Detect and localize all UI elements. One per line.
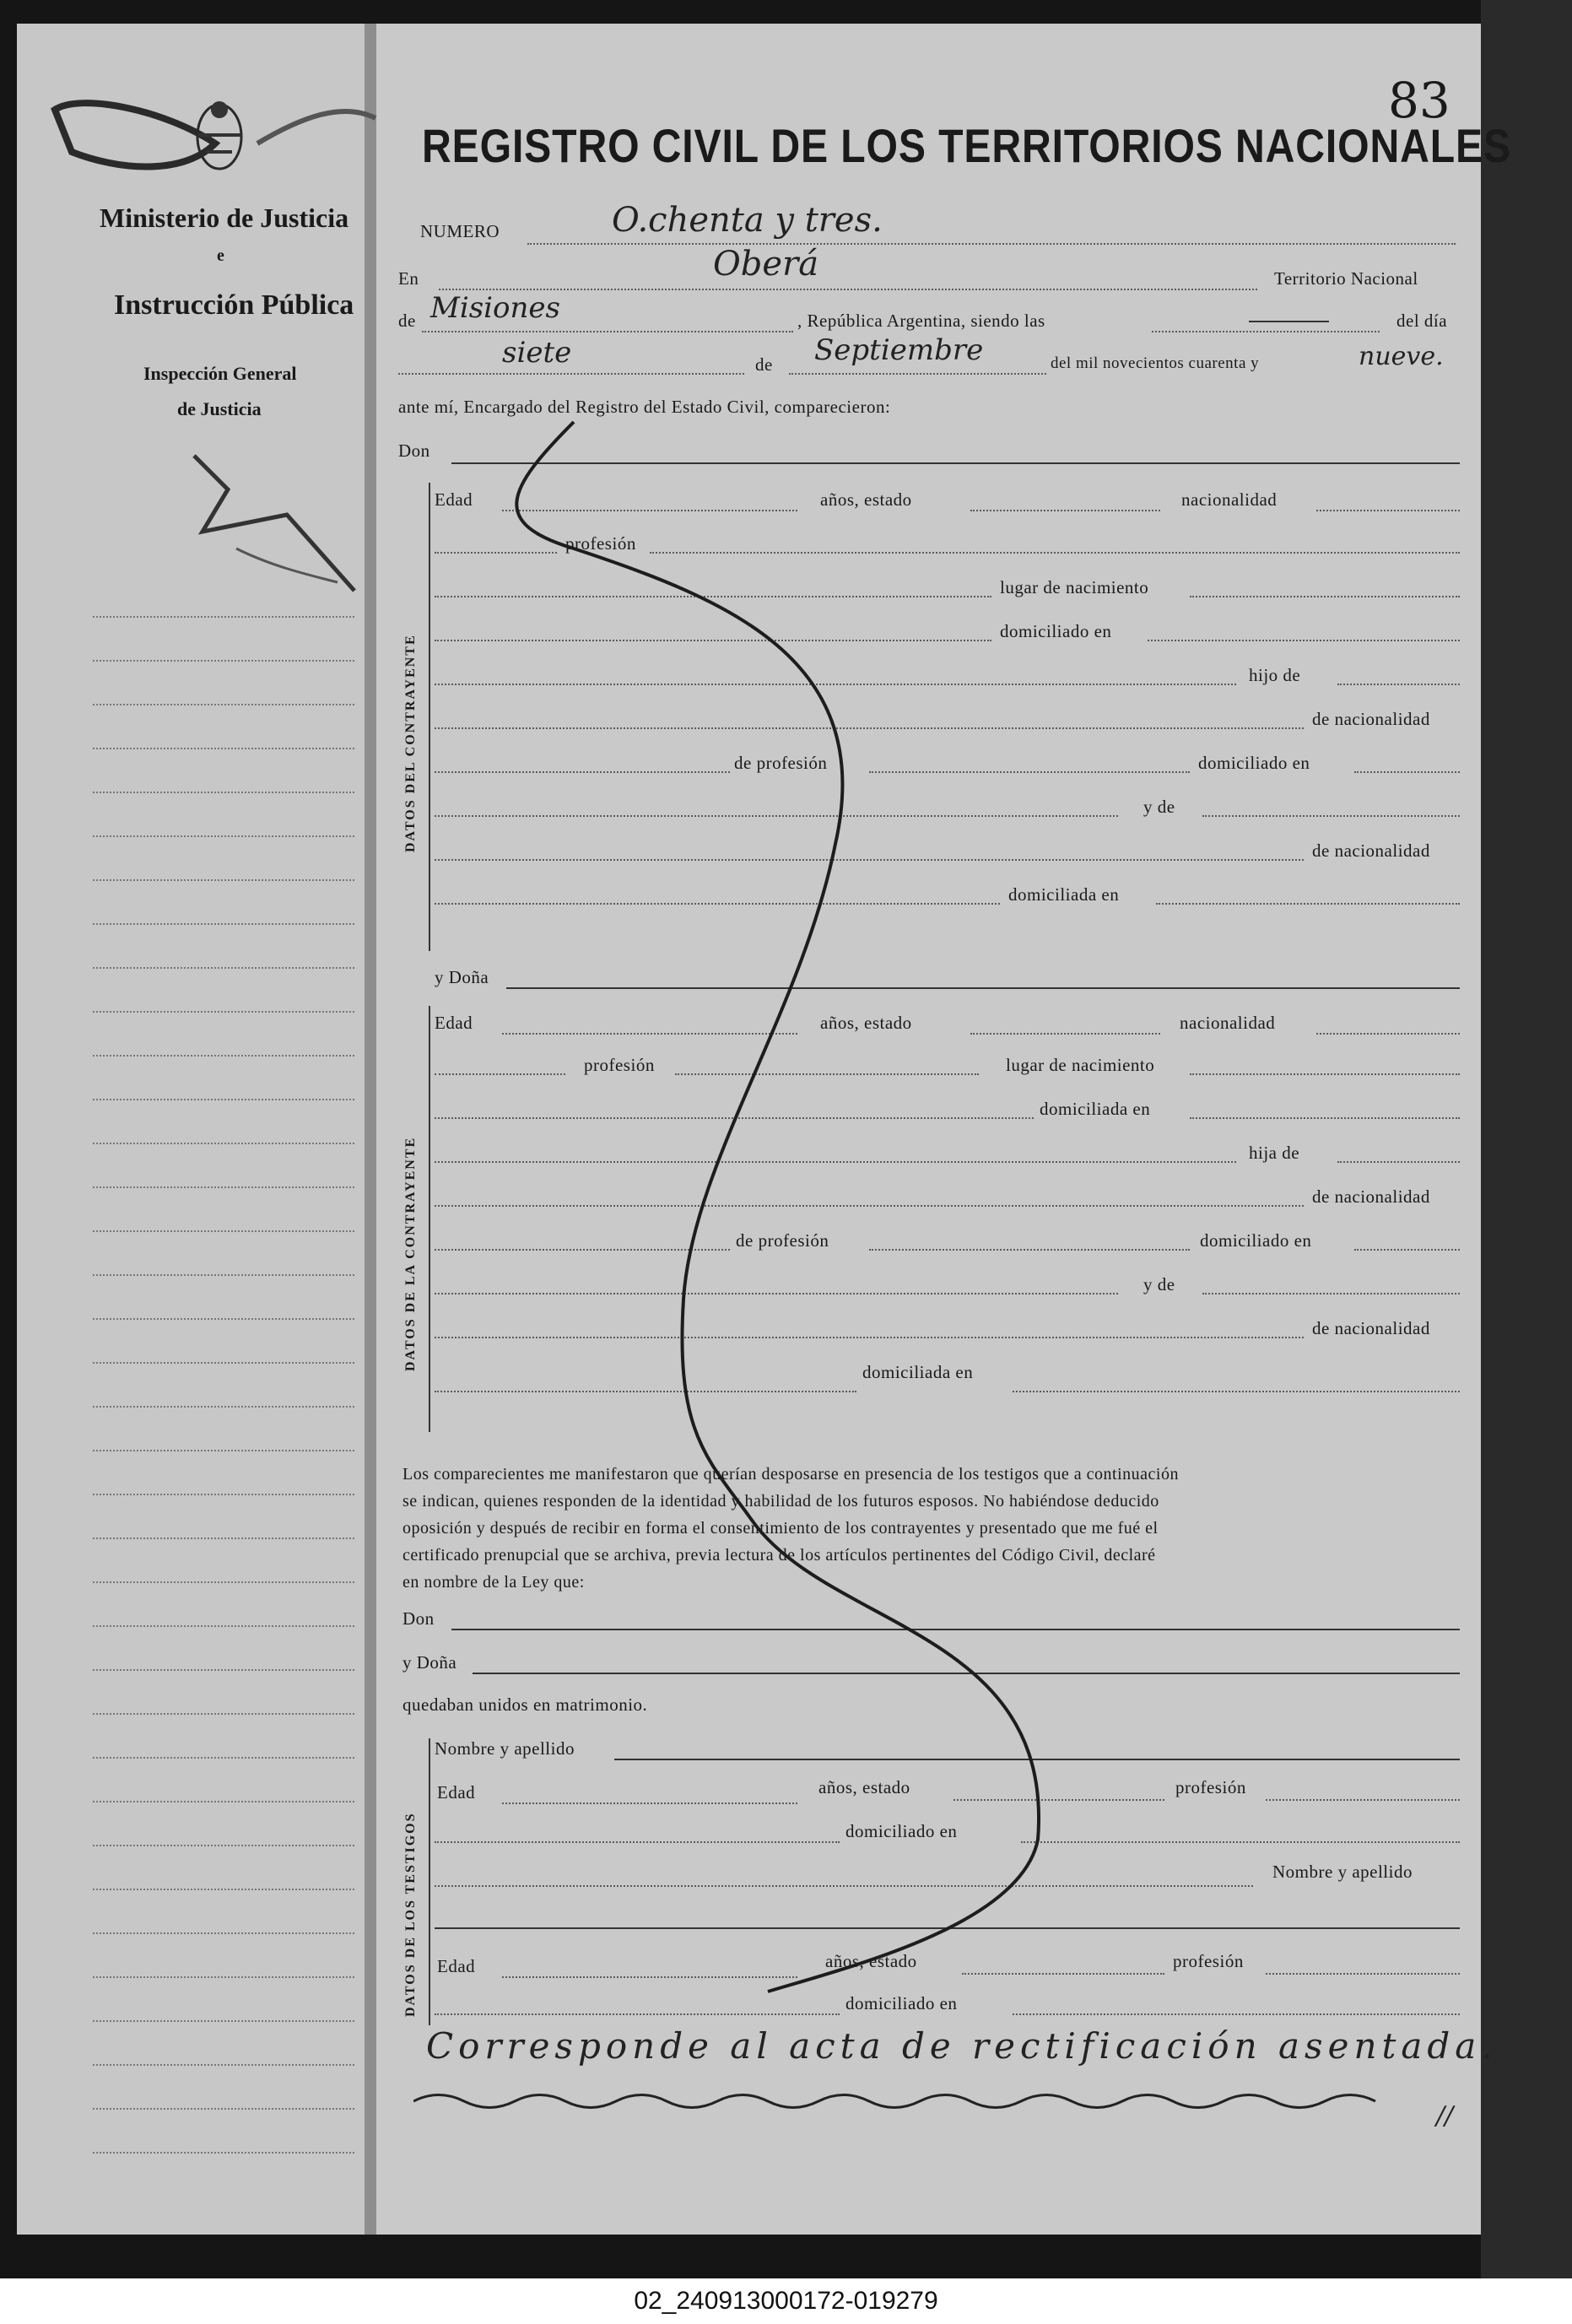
t-anios-estado: años, estado [818, 1777, 910, 1797]
c-edad: Edad [435, 489, 473, 510]
contrayenta-section-label: DATOS DE LA CONTRAYENTE [403, 1136, 418, 1371]
handwritten-note: Corresponde al acta de rectificación asentada. [426, 2025, 1498, 2067]
paragraph-line3: oposición y después de recibir en forma el consentimiento de los contrayentes y presentado que me fué el [402, 1519, 1159, 1538]
page-number: 83 [1388, 72, 1450, 129]
binding-line [365, 24, 376, 2235]
f-lugar-nacimiento: lugar de nacimiento [1006, 1055, 1155, 1075]
ante-label: ante mí, Encargado del Registro del Estado Civil, comparecieron: [398, 397, 891, 417]
c-domiciliado-en2: domiciliado en [1198, 753, 1310, 773]
en-value: Oberá [713, 245, 819, 284]
f-hija-de: hija de [1249, 1143, 1300, 1163]
f-domiciliada-en2: domiciliada en [862, 1362, 974, 1382]
c-hijo-de: hijo de [1249, 665, 1301, 685]
c-profesion: profesión [565, 533, 636, 554]
t-profesion2: profesión [1173, 1951, 1244, 1971]
f-profesion: profesión [584, 1055, 655, 1075]
c-anios-estado: años, estado [820, 489, 912, 510]
paragraph-don: Don [402, 1608, 435, 1629]
margin-column [17, 24, 365, 2235]
page-shadow-edge [1481, 0, 1572, 2278]
end-mark: // [1436, 2101, 1454, 2131]
f-domiciliada-en: domiciliada en [1040, 1099, 1151, 1119]
paragraph-line5: en nombre de la Ley que: [402, 1573, 585, 1592]
wavy-line [413, 2084, 1409, 2118]
c-de-profesion: de profesión [734, 753, 828, 773]
t-domiciliado-en: domiciliado en [845, 1821, 958, 1841]
testigos-section-label: DATOS DE LOS TESTIGOS [403, 1812, 418, 2017]
t-edad2: Edad [437, 1956, 476, 1976]
y-dona-label: y Doña [435, 967, 489, 987]
t-anios-estado2: años, estado [825, 1951, 917, 1971]
f-de-nacionalidad2: de nacionalidad [1312, 1318, 1430, 1338]
dia-value: siete [502, 336, 572, 370]
mes-value: Septiembre [814, 333, 984, 367]
inspection-line1: Inspección General [143, 363, 297, 384]
del-dia-label: del día [1396, 311, 1448, 331]
paragraph-line1: Los comparecientes me manifestaron que querían desposarse en presencia de los testigos que a continuación [402, 1465, 1179, 1484]
anio-value: nueve. [1359, 342, 1444, 371]
de-label: de [398, 311, 416, 331]
numero-label: NUMERO [420, 221, 500, 241]
don-label: Don [398, 440, 430, 461]
territorio-label: Territorio Nacional [1274, 268, 1418, 289]
c-nacionalidad: nacionalidad [1181, 489, 1278, 510]
f-edad: Edad [435, 1013, 473, 1033]
mil-label: del mil novecientos cuarenta y [1051, 354, 1260, 372]
register-title: REGISTRO CIVIL DE LOS TERRITORIOS NACIONALES [422, 119, 1512, 172]
paragraph-y-dona: y Doña [402, 1652, 457, 1673]
f-y-de: y de [1143, 1274, 1175, 1294]
inspection-line2: de Justicia [177, 398, 262, 419]
republica-label: , República Argentina, siendo las [797, 311, 1045, 331]
paragraph-line4: certificado prenupcial que se archiva, previa lectura de los artículos pertinentes del Código Civil, declaré [402, 1546, 1156, 1565]
paragraph-line2: se indican, quienes responden de la identidad y habilidad de los futuros esposos. No habiéndose deducido [402, 1492, 1159, 1511]
c-y-de: y de [1143, 797, 1175, 817]
c-de-nacionalidad2: de nacionalidad [1312, 840, 1430, 861]
c-de-nacionalidad: de nacionalidad [1312, 709, 1430, 729]
f-domiciliado-en: domiciliado en [1200, 1230, 1312, 1251]
national-seal-icon [46, 84, 384, 203]
t-profesion: profesión [1175, 1777, 1246, 1797]
c-domiciliada-en: domiciliada en [1008, 884, 1120, 905]
f-de-profesion: de profesión [736, 1230, 829, 1251]
f-de-nacionalidad: de nacionalidad [1312, 1186, 1430, 1207]
numero-value: O.chenta y tres. [612, 201, 883, 240]
f-anios-estado: años, estado [820, 1013, 912, 1033]
en-label: En [398, 268, 419, 289]
archive-caption: 02_240913000172-019279 [0, 2278, 1572, 2324]
t-nombre-apellido: Nombre y apellido [435, 1738, 575, 1759]
ministry-line3: Instrucción Pública [114, 289, 354, 321]
f-nacionalidad: nacionalidad [1180, 1013, 1276, 1033]
c-lugar-nacimiento: lugar de nacimiento [1000, 577, 1149, 597]
ministry-line2: e [217, 246, 224, 265]
de2-label: de [755, 354, 773, 375]
contrayente-section-label: DATOS DEL CONTRAYENTE [403, 634, 418, 852]
de-value: Misiones [430, 291, 560, 325]
t-nombre-apellido2: Nombre y apellido [1272, 1862, 1413, 1882]
c-domiciliado-en: domiciliado en [1000, 621, 1112, 641]
margin-signature-scribble [186, 439, 380, 608]
ministry-line1: Ministerio de Justicia [100, 203, 349, 233]
t-domiciliado-en2: domiciliado en [845, 1993, 958, 2013]
paragraph-quedaban: quedaban unidos en matrimonio. [402, 1694, 648, 1715]
t-edad: Edad [437, 1782, 476, 1802]
